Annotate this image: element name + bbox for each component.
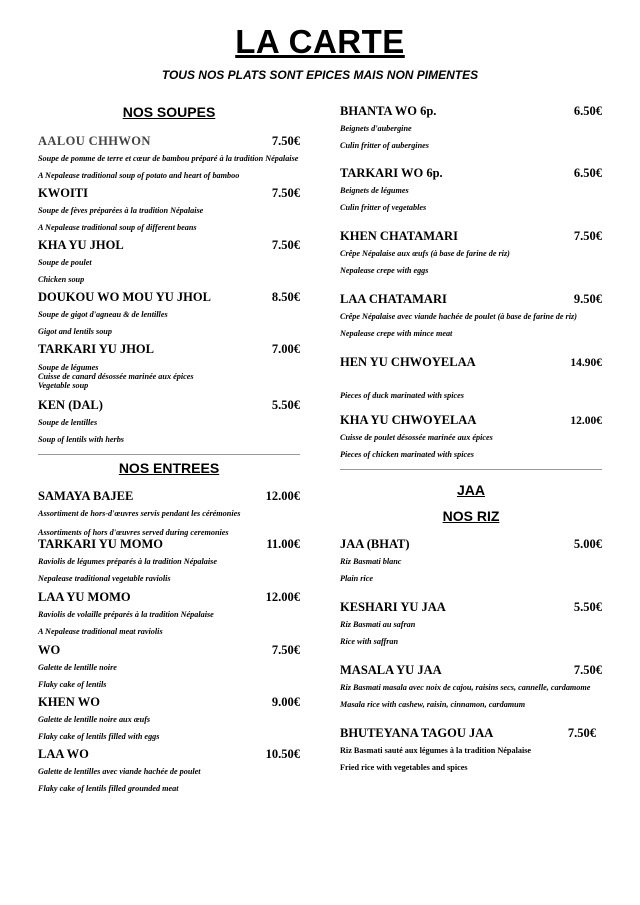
dish-aalou-chhwon bbox=[38, 134, 300, 184]
dish-price: 14.90€ bbox=[570, 357, 602, 369]
dish-name: SAMAYA BAJEE bbox=[38, 489, 134, 503]
dish-price: 11.00€ bbox=[266, 537, 300, 551]
dish-wo bbox=[38, 643, 300, 693]
dish-description-fr: Galette de lentilles avec viande hachée de poulet bbox=[38, 767, 201, 776]
dish-description-en: Masala rice with cashew, raisin, cinnamon, cardamum bbox=[340, 700, 526, 709]
right-column bbox=[340, 100, 602, 776]
dish-kha-yu-jhol bbox=[38, 238, 300, 288]
dish-price: 7.50€ bbox=[271, 238, 300, 252]
dish-masala-yu-jaa bbox=[340, 663, 602, 713]
dish-khen-wo bbox=[38, 695, 300, 745]
dish-description-en: Rice with saffran bbox=[340, 637, 399, 646]
dish-bhanta-wo bbox=[340, 104, 602, 154]
dish-price: 7.50€ bbox=[271, 134, 300, 148]
dish-description-fr: Galette de lentille noire bbox=[38, 663, 117, 672]
section-title-entrees: NOS ENTREES bbox=[118, 460, 220, 476]
dish-name: JAA (BHAT) bbox=[340, 537, 410, 551]
dish-description-en: Pieces of chicken marinated with spices bbox=[340, 450, 474, 459]
dish-description-en: Flaky cake of lentils filled with eggs bbox=[38, 732, 160, 741]
dish-description-fr: Soupe de poulet bbox=[38, 258, 92, 267]
dish-description-fr: Raviolis de volaille préparés à la tradition Népalaise bbox=[38, 610, 214, 619]
section-divider bbox=[38, 454, 300, 455]
dish-description-fr: Assortiment de hors-d'œuvres servis pendant les cérémonies bbox=[38, 509, 241, 518]
dish-description-fr: Crêpe Népalaise aux œufs (à base de farine de riz) bbox=[340, 249, 510, 258]
dish-name: KHEN CHATAMARI bbox=[340, 229, 458, 243]
dish-description-fr: Raviolis de légumes préparés à la tradition Népalaise bbox=[38, 557, 217, 566]
dish-price: 5.50€ bbox=[271, 398, 300, 412]
dish-bhuteyana-tagou-jaa bbox=[340, 726, 602, 776]
section-title-riz: NOS RIZ bbox=[442, 508, 500, 524]
dish-price: 9.00€ bbox=[271, 695, 300, 709]
dish-name: DOUKOU WO MOU YU JHOL bbox=[38, 290, 211, 304]
dish-kwoiti bbox=[38, 186, 300, 236]
dish-description-fr: Beignets d'aubergine bbox=[340, 124, 412, 133]
dish-price: 7.50€ bbox=[573, 663, 602, 677]
dish-description-fr: Riz Basmati sauté aux légumes à la tradition Népalaise bbox=[340, 746, 532, 755]
dish-name: KWOITI bbox=[38, 186, 89, 200]
dish-description-en: Assortiments of hors d'œuvres served during ceremonies bbox=[38, 528, 229, 537]
dish-description-fr: Riz Basmati au safran bbox=[340, 620, 416, 629]
dish-price: 7.50€ bbox=[271, 643, 300, 657]
page-subtitle: TOUS NOS PLATS SONT EPICES MAIS NON PIMENTES bbox=[161, 68, 479, 82]
section-title-soupes: NOS SOUPES bbox=[122, 104, 216, 120]
dish-description-fr-2: Cuisse de canard désossée marinée aux épices bbox=[38, 372, 194, 381]
dish-description-en: Gigot and lentils soup bbox=[38, 327, 112, 336]
dish-name: LAA CHATAMARI bbox=[340, 292, 447, 306]
dish-tarkari-yu-jhol bbox=[38, 342, 300, 390]
dish-laa-wo bbox=[38, 747, 300, 797]
dish-laa-yu-momo bbox=[38, 590, 300, 640]
dish-name: KEN (DAL) bbox=[38, 398, 103, 412]
section-title-jaa: JAA bbox=[456, 482, 485, 498]
dish-name: BHANTA WO 6p. bbox=[340, 104, 437, 118]
page-title: LA CARTE bbox=[235, 23, 405, 60]
dish-doukou-wo-mou-yu-jhol bbox=[38, 290, 300, 340]
dish-price: 6.50€ bbox=[573, 166, 602, 180]
dish-tarkari-yu-momo bbox=[38, 537, 300, 587]
dish-price: 7.50€ bbox=[271, 186, 300, 200]
dish-name: KESHARI YU JAA bbox=[340, 600, 446, 614]
dish-description-en: Pieces of duck marinated with spices bbox=[340, 391, 464, 400]
dish-description-en: Plain rice bbox=[340, 574, 373, 583]
dish-description-fr: Riz Basmati masala avec noix de cajou, raisins secs, cannelle, cardamome bbox=[340, 683, 591, 692]
dish-description-fr: Galette de lentille noire aux œufs bbox=[38, 715, 151, 724]
dish-keshari-yu-jaa bbox=[340, 600, 602, 650]
dish-description-fr: Crêpe Népalaise avec viande hachée de poulet (à base de farine de riz) bbox=[340, 312, 577, 321]
dish-price: 8.50€ bbox=[271, 290, 300, 304]
dish-description-en: Soup of lentils with herbs bbox=[38, 435, 124, 444]
dish-name: LAA YU MOMO bbox=[38, 590, 131, 604]
dish-description-en: Flaky cake of lentils filled grounded meat bbox=[38, 784, 179, 793]
dish-khen-chatamari bbox=[340, 229, 602, 279]
dish-name: AALOU CHHWON bbox=[38, 134, 151, 148]
dish-description-en: A Nepalease traditional soup of different beans bbox=[38, 223, 197, 232]
left-column bbox=[38, 100, 300, 797]
dish-description-en: Culin fritter of vegetables bbox=[340, 203, 427, 212]
dish-ken-dal bbox=[38, 398, 300, 448]
dish-price: 5.50€ bbox=[573, 600, 602, 614]
dish-description-fr: Soupe de fèves préparées à la tradition Népalaise bbox=[38, 206, 204, 215]
dish-description-en: Vegetable soup bbox=[38, 381, 89, 390]
dish-samaya-bajee bbox=[38, 489, 300, 539]
dish-price: 12.00€ bbox=[265, 489, 300, 503]
dish-price: 12.00€ bbox=[265, 590, 300, 604]
dish-tarkari-wo bbox=[340, 166, 602, 216]
dish-name: KHA YU JHOL bbox=[38, 238, 124, 252]
dish-price: 7.50€ bbox=[573, 229, 602, 243]
dish-description-en: Chicken soup bbox=[38, 275, 85, 284]
dish-price: 6.50€ bbox=[573, 104, 602, 118]
dish-name: TARKARI YU MOMO bbox=[38, 537, 163, 551]
dish-price: 12.00€ bbox=[570, 415, 602, 427]
dish-name: WO bbox=[38, 643, 61, 657]
dish-price: 10.50€ bbox=[265, 747, 300, 761]
dish-description-en: A Nepalease traditional meat raviolis bbox=[38, 627, 163, 636]
dish-description-en: Nepalease crepe with eggs bbox=[340, 266, 429, 275]
dish-name: BHUTEYANA TAGOU JAA bbox=[340, 726, 494, 740]
dish-name: MASALA YU JAA bbox=[340, 663, 442, 677]
dish-name: HEN YU CHWOYELAA bbox=[340, 355, 476, 369]
dish-description-fr: Riz Basmati blanc bbox=[340, 557, 402, 566]
dish-price: 7.50€ bbox=[567, 726, 596, 740]
dish-description-en: Nepalease crepe with mince meat bbox=[340, 329, 453, 338]
dish-price: 5.00€ bbox=[573, 537, 602, 551]
dish-description-fr: Soupe de pomme de terre et cœur de bambou préparé à la tradition Népalaise bbox=[38, 154, 299, 163]
dish-description-fr: Soupe de gigot d'agneau & de lentilles bbox=[38, 310, 168, 319]
dish-description-en: Fried rice with vegetables and spices bbox=[340, 763, 468, 772]
dish-description-en: A Nepalease traditional soup of potato and heart of bamboo bbox=[38, 171, 240, 180]
dish-name: KHEN WO bbox=[38, 695, 100, 709]
dish-laa-chatamari bbox=[340, 292, 602, 342]
dish-description-fr: Soupe de légumes bbox=[38, 363, 99, 372]
dish-description-fr: Cuisse de poulet désossée marinée aux épices bbox=[340, 433, 493, 442]
dish-name: LAA WO bbox=[38, 747, 89, 761]
dish-kha-yu-chwoyelaa bbox=[340, 413, 602, 463]
dish-jaa-bhat bbox=[340, 537, 602, 587]
dish-description-en: Culin fritter of aubergines bbox=[340, 141, 429, 150]
dish-description-en: Flaky cake of lentils bbox=[38, 680, 107, 689]
dish-description-en: Nepalease traditional vegetable raviolis bbox=[38, 574, 171, 583]
dish-hen-yu-chwoyelaa bbox=[340, 355, 602, 404]
dish-name: TARKARI WO 6p. bbox=[340, 166, 443, 180]
dish-description-fr: Soupe de lentilles bbox=[38, 418, 98, 427]
dish-description-fr: Beignets de légumes bbox=[340, 186, 409, 195]
dish-price: 9.50€ bbox=[573, 292, 602, 306]
dish-price: 7.00€ bbox=[271, 342, 300, 356]
section-divider bbox=[340, 469, 602, 470]
dish-name: TARKARI YU JHOL bbox=[38, 342, 154, 356]
dish-name: KHA YU CHWOYELAA bbox=[340, 413, 477, 427]
